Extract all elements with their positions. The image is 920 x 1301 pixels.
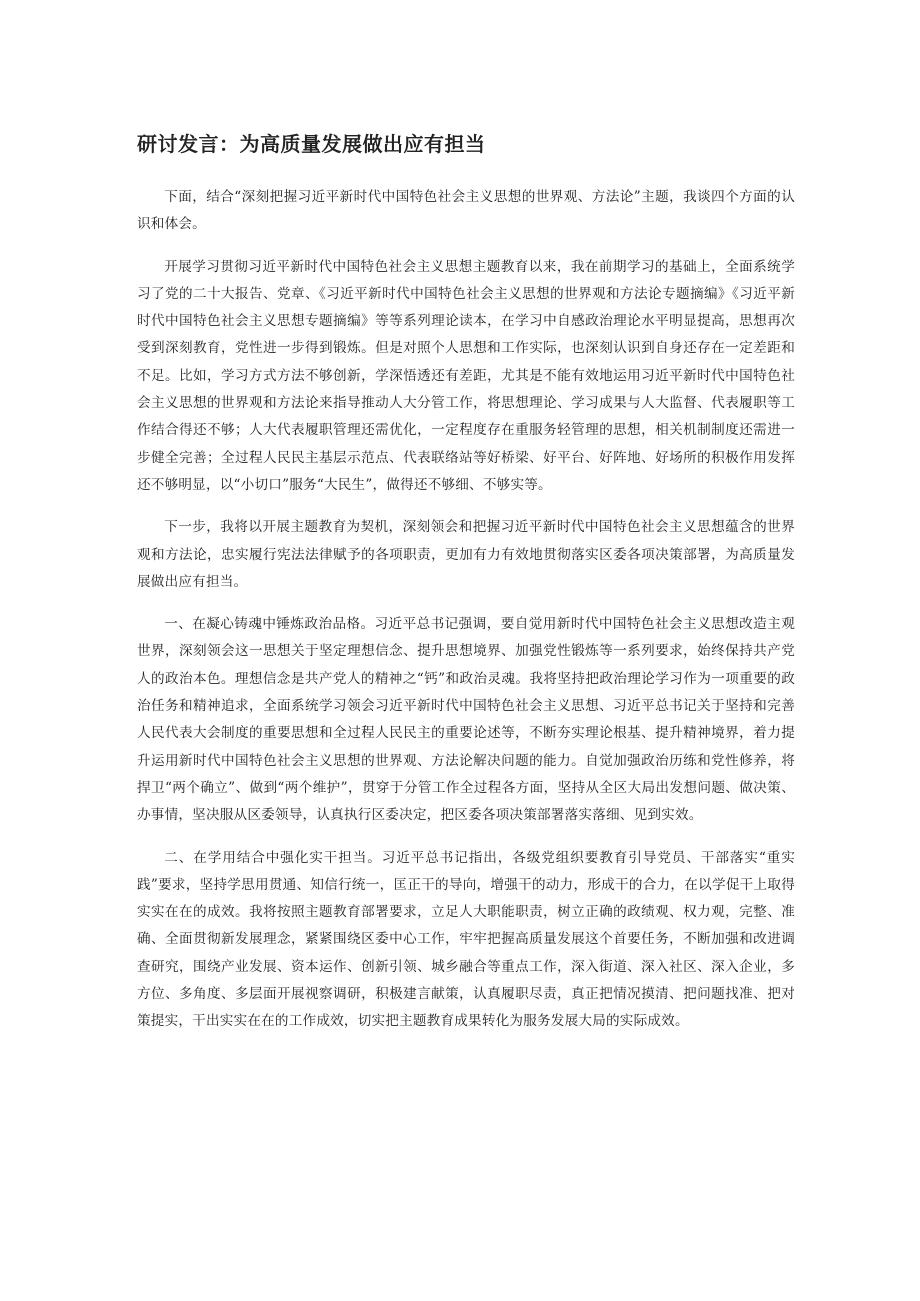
paragraph-section-two: 二、在学用结合中强化实干担当。习近平总书记指出，各级党组织要教育引导党员、干部落实“重实践”要求，坚持学思用贯通、知信行统一，匡正干的导向，增强干的动力，形成干的合力，在以学促干上取得实实在在的成效。我将按照主题教育部署要求，立足人大职能职责，树立正确的政绩观、权力观，完整、准确、全面贯彻新发展理念，紧紧围绕区委中心工作，牢牢把握高质量发展这个首要任务，不断加强和改进调查研究，围绕产业发展、资本运作、创新引领、城乡融合等重点工作，深入街道、深入社区、深入企业，多方位、多角度、多层面开展视察调研，积极建言献策，认真履职尽责，真正把情况摸清、把问题找准、把对策提实，干出实实在在的工作成效，切实把主题教育成果转化为服务发展大局的实际成效。 <box>137 849 795 1030</box>
paragraph-intro: 下面，结合“深刻把握习近平新时代中国特色社会主义思想的世界观、方法论”主题，我谈四个方面的认识和体会。 <box>137 189 795 233</box>
paragraph-section-one: 一、在凝心铸魂中锤炼政治品格。习近平总书记强调，要自觉用新时代中国特色社会主义思想改造主观世界，深刻领会这一思想关于坚定理想信念、提升思想境界、加强党性锻炼等一系列要求，始终保持共产党人的政治本色。理想信念是共产党人的精神之“钙”和政治灵魂。我将坚持把政治理论学习作为一项重要的政治任务和精神追求，全面系统学习领会习近平新时代中国特色社会主义思想、习近平总书记关于坚持和完善人民代表大会制度的重要思想和全过程人民民主的重要论述等，不断夯实理论根基、提升精神境界，着力提升运用新时代中国特色社会主义思想的世界观、方法论解决问题的能力。自觉加强政治历练和党性修养，将捍卫“两个确立”、做到“两个维护”，贯穿于分管工作全过程各方面，坚持从全区大局出发想问题、做决策、办事情，坚决服从区委领导，认真执行区委决定，把区委各项决策部署落实落细、见到实效。 <box>137 616 795 824</box>
document-page <box>137 128 795 1051</box>
document-title: 研讨发言：为高质量发展做出应有担当 <box>137 132 486 156</box>
paragraph-next-step: 下一步，我将以开展主题教育为契机，深刻领会和把握习近平新时代中国特色社会主义思想蕴含的世界观和方法论，忠实履行宪法法律赋予的各项职责，更加有力有效地贯彻落实区委各项决策部署，为高质量发展做出应有担当。 <box>137 519 795 590</box>
paragraph-self-review: 开展学习贯彻习近平新时代中国特色社会主义思想主题教育以来，我在前期学习的基础上，全面系统学习了党的二十大报告、党章、《习近平新时代中国特色社会主义思想的世界观和方法论专题摘编》《习近平新时代中国特色社会主义思想专题摘编》等等系列理论读本，在学习中自感政治理论水平明显提高，思想再次受到深刻教育，党性进一步得到锻炼。但是对照个人思想和工作实际，也深刻认识到自身还存在一定差距和不足。比如，学习方式方法不够创新，学深悟透还有差距，尤其是不能有效地运用习近平新时代中国特色社会主义思想的世界观和方法论来指导推动人大分管工作，将思想理论、学习成果与人大监督、代表履职等工作结合得还不够；人大代表履职管理还需优化，一定程度存在重服务轻管理的思想，相关机制制度还需进一步健全完善；全过程人民民主基层示范点、代表联络站等好桥梁、好平台、好阵地、好场所的积极作用发挥还不够明显，以“小切口”服务“大民生”，做得还不够细、不够实等。 <box>137 258 795 493</box>
